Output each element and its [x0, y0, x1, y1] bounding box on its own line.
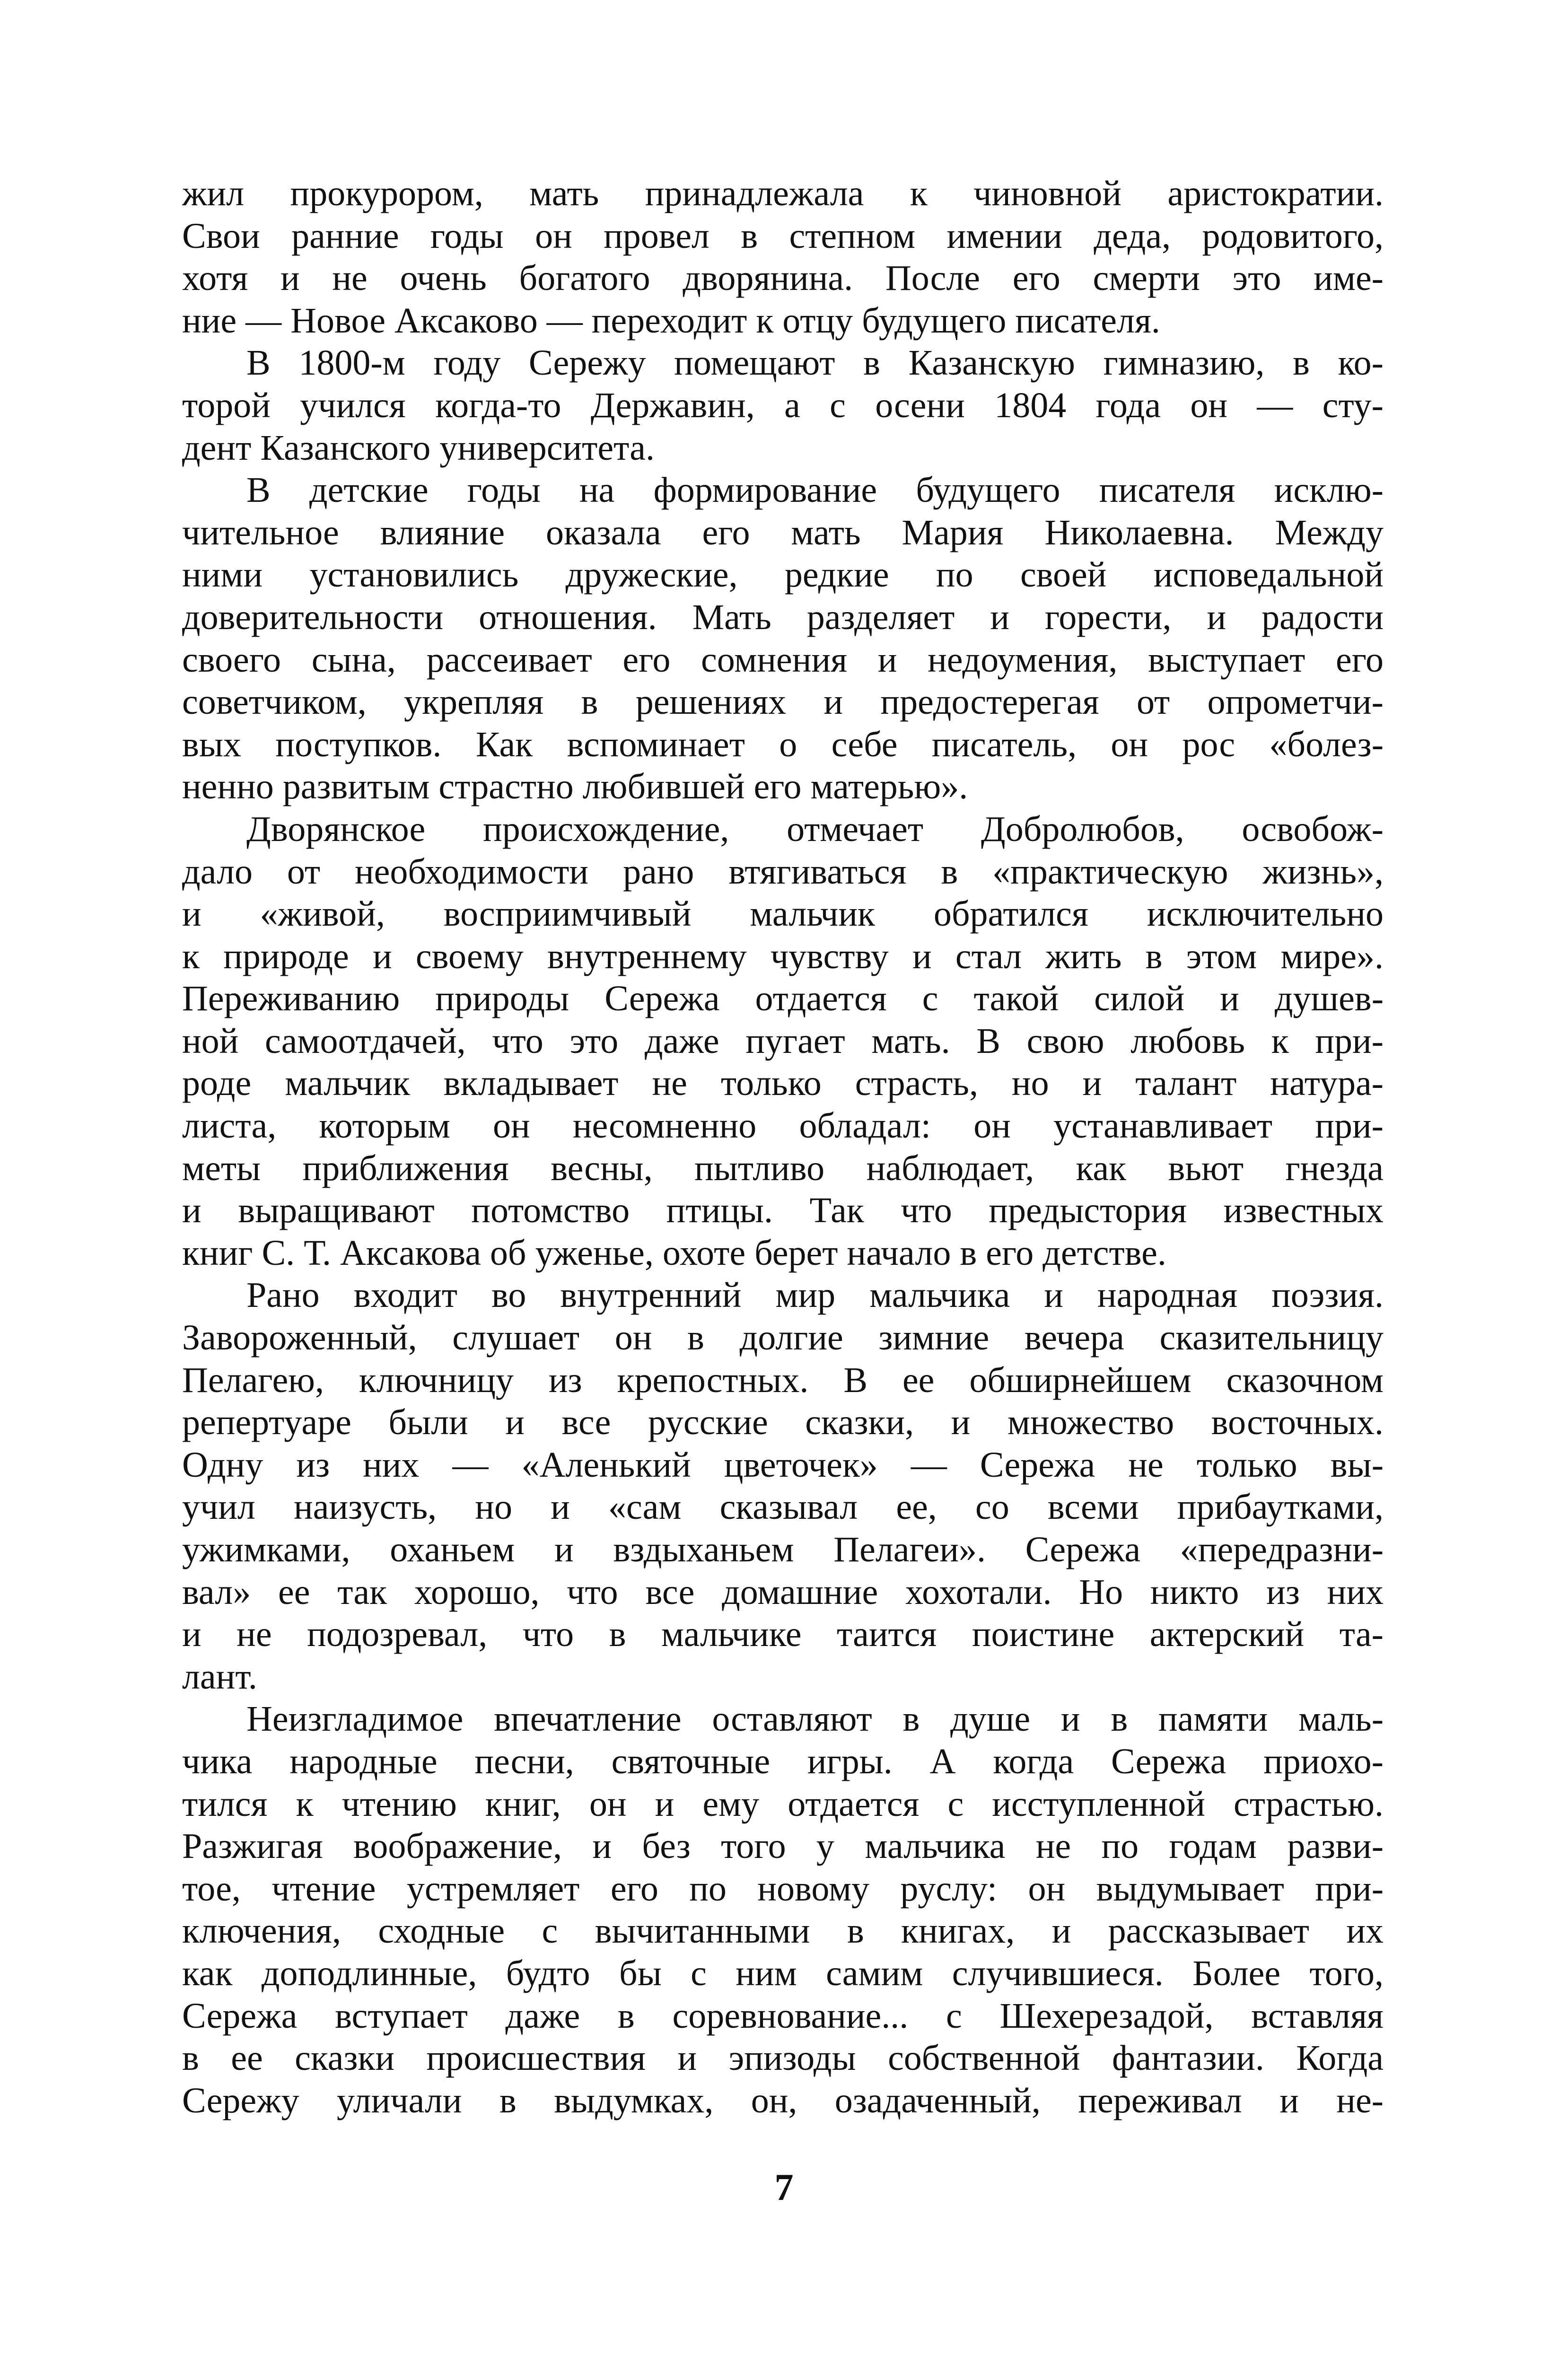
- text-line: учил наизусть, но и «сам сказывал ее, со всеми прибаутками,: [182, 1487, 1384, 1527]
- text-line: и «живой, восприимчивый мальчик обратился исключительно: [182, 894, 1384, 934]
- text-line: к природе и своему внутреннему чувству и стал жить в этом мире».: [182, 936, 1384, 976]
- text-line: дент Казанского университета.: [182, 428, 655, 468]
- text-line: Пелагею, ключницу из крепостных. В ее обширнейшем сказочном: [182, 1360, 1384, 1400]
- text-line: доверительности отношения. Мать разделяет и горести, и радости: [182, 597, 1384, 637]
- text-line: ние — Новое Аксаково — переходит к отцу будущего писателя.: [182, 300, 1160, 341]
- text-line: Завороженный, слушает он в долгие зимние вечера сказительницу: [182, 1318, 1384, 1358]
- text-line: книг С. Т. Аксакова об уженье, охоте берет начало в его детстве.: [182, 1233, 1166, 1273]
- text-line: вал» ее так хорошо, что все домашние хохотали. Но никто из них: [182, 1572, 1384, 1612]
- text-line: ними установились дружеские, редкие по своей исповедальной: [182, 555, 1384, 595]
- text-line: чика народные песни, святочные игры. А когда Сережа приохо-: [182, 1741, 1384, 1781]
- text-line: лант.: [182, 1656, 257, 1697]
- paragraph-first-line: Рано входит во внутренний мир мальчика и народная поэзия.: [246, 1275, 1384, 1315]
- text-line: Одну из них — «Аленький цветочек» — Сережа не только вы-: [182, 1445, 1384, 1485]
- text-line: листа, которым он несомненно обладал: он устанавливает при-: [182, 1106, 1384, 1146]
- text-line: торой учился когда-то Державин, а с осени 1804 года он — сту-: [182, 385, 1384, 425]
- text-line: Разжигая воображение, и без того у мальчика не по годам разви-: [182, 1826, 1384, 1866]
- text-line: тое, чтение устремляет его по новому руслу: он выдумывает при-: [182, 1868, 1384, 1909]
- text-line: Свои ранние годы он провел в степном имении деда, родовитого,: [182, 216, 1384, 256]
- text-line: ключения, сходные с вычитанными в книгах, и рассказывает их: [182, 1911, 1384, 1951]
- text-line: как доподлинные, будто бы с ним самим случившиеся. Более того,: [182, 1953, 1384, 1993]
- text-line: хотя и не очень богатого дворянина. После его смерти это име-: [182, 258, 1384, 298]
- text-line: репертуаре были и все русские сказки, и множество восточных.: [182, 1402, 1384, 1443]
- paragraph-first-line: В детские годы на формирование будущего писателя исклю-: [246, 470, 1384, 510]
- text-line: в ее сказки происшествия и эпизоды собственной фантазии. Когда: [182, 2038, 1384, 2078]
- paragraph-first-line: Дворянское происхождение, отмечает Добролюбов, освобож-: [246, 809, 1384, 849]
- text-line: и выращивают потомство птицы. Так что предыстория известных: [182, 1191, 1384, 1231]
- paragraph-first-line: В 1800-м году Сережу помещают в Казанскую гимназию, в ко-: [246, 343, 1384, 383]
- text-line: чительное влияние оказала его мать Мария Николаевна. Между: [182, 512, 1384, 552]
- page-number: 7: [774, 2167, 794, 2208]
- text-line: ужимками, оханьем и вздыханьем Пелагеи». Сережа «передразни-: [182, 1530, 1384, 1569]
- text-line: Сережу уличали в выдумках, он, озадаченный, переживал и не-: [182, 2080, 1384, 2120]
- text-line: своего сына, рассеивает его сомнения и недоумения, выступает его: [182, 639, 1384, 680]
- text-line: ной самоотдачей, что это даже пугает мать. В свою любовь к при-: [182, 1021, 1384, 1061]
- text-line: Сережа вступает даже в соревнование... с Шехерезадой, вставляя: [182, 1996, 1384, 2036]
- text-line: меты приближения весны, пытливо наблюдает, как вьют гнезда: [182, 1148, 1384, 1188]
- paragraph-first-line: Неизгладимое впечатление оставляют в душе и в памяти маль-: [246, 1699, 1384, 1739]
- text-line: и не подозревал, что в мальчике таится поистине актерский та-: [182, 1614, 1384, 1655]
- text-line: жил прокурором, мать принадлежала к чиновной аристократии.: [182, 174, 1384, 213]
- text-line: дало от необходимости рано втягиваться в «практическую жизнь»,: [182, 851, 1384, 892]
- text-line: тился к чтению книг, он и ему отдается с исступленной страстью.: [182, 1784, 1384, 1824]
- text-line: Переживанию природы Сережа отдается с такой силой и душев-: [182, 979, 1384, 1019]
- text-line: советчиком, укрепляя в решениях и предостерегая от опрометчи-: [182, 682, 1384, 722]
- text-line: ненно развитым страстно любившей его матерью».: [182, 767, 968, 807]
- text-line: роде мальчик вкладывает не только страсть, но и талант натура-: [182, 1063, 1384, 1104]
- page-body-text: [182, 173, 1384, 2183]
- text-line: вых поступков. Как вспоминает о себе писатель, он рос «болез-: [182, 724, 1384, 764]
